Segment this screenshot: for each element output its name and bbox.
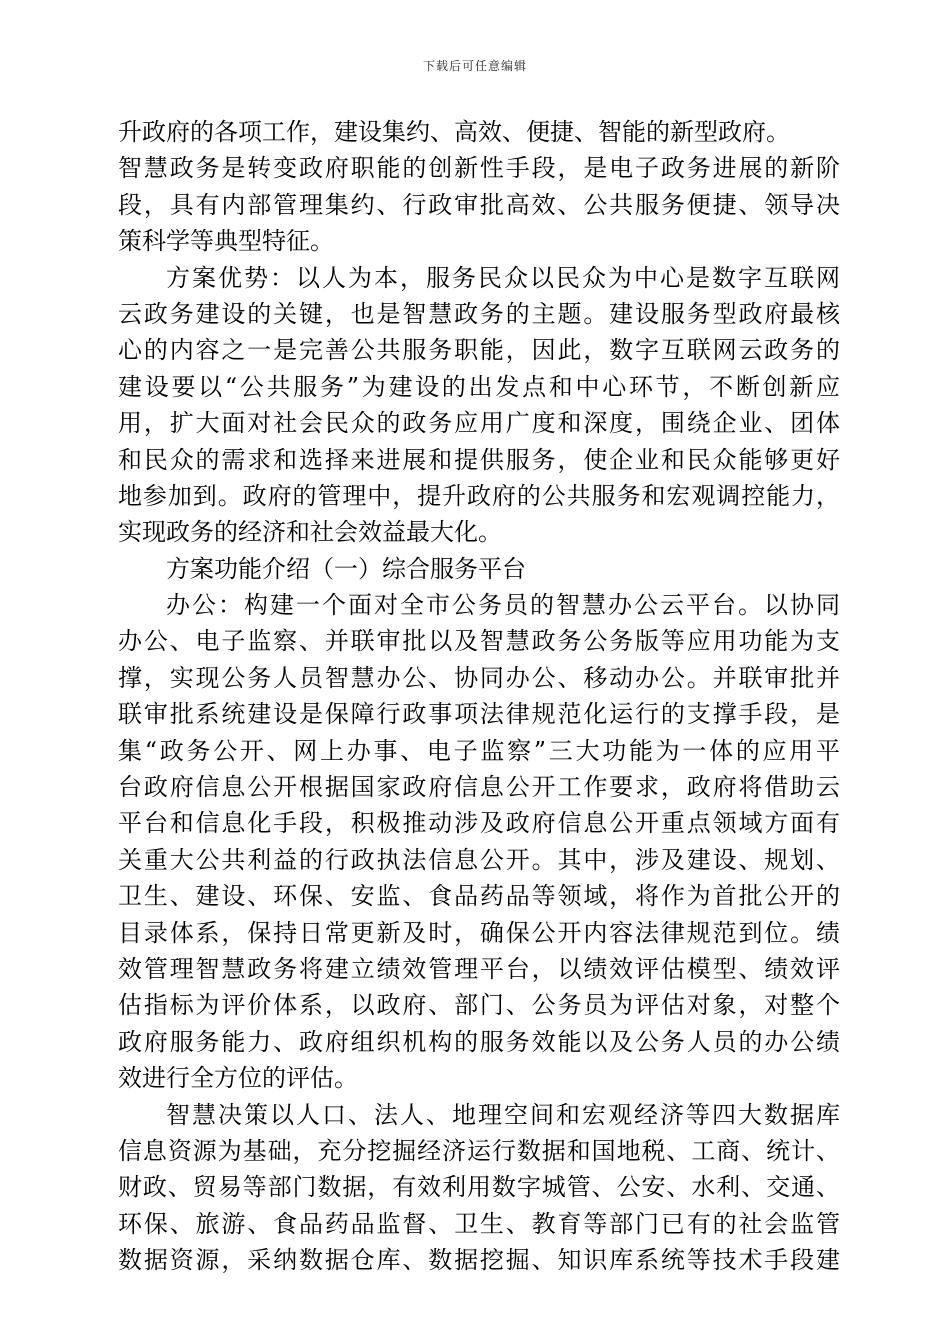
text-line: 卫生、建设、环保、安监、食品药品等领域，将作为首批公开的 — [118, 882, 840, 911]
text-line: 信息资源为基础，充分挖掘经济运行数据和国地税、工商、统计、 — [118, 1136, 840, 1165]
text-line: 用，扩大面对社会民众的政务应用广度和深度，围绕企业、团体 — [118, 409, 840, 438]
text-line: 实现政务的经济和社会效益最大化。 — [118, 518, 502, 547]
text-line: 地参加到。政府的管理中，提升政府的公共服务和宏观调控能力， — [118, 481, 840, 510]
text-line: 和民众的需求和选择来进展和提供服务，使企业和民众能够更好 — [118, 445, 840, 474]
text-line: 建设要以“公共服务”为建设的出发点和中心环节，不断创新应 — [118, 372, 840, 401]
text-line: 心的内容之一是完善公共服务职能，因此，数字互联网云政务的 — [118, 336, 840, 365]
text-line: 办公、电子监察、并联审批以及智慧政务公务版等应用功能为支 — [118, 627, 840, 656]
text-line: 政府服务能力、政府组织机构的服务效能以及公务人员的办公绩 — [118, 1027, 840, 1056]
text-line: 关重大公共利益的行政执法信息公开。其中，涉及建设、规划、 — [118, 845, 840, 874]
text-line: 财政、贸易等部门数据，有效利用数字城管、公安、水利、交通、 — [118, 1173, 840, 1202]
text-line: 智慧政务是转变政府职能的创新性手段，是电子政务进展的新阶 — [118, 154, 840, 183]
text-line: 策科学等典型特征。 — [118, 227, 334, 256]
text-line: 台政府信息公开根据国家政府信息公开工作要求，政府将借助云 — [118, 773, 840, 802]
page-header: 下载后可任意编辑 — [422, 59, 527, 73]
document-body — [118, 114, 840, 1279]
text-line: 效管理智慧政务将建立绩效管理平台，以绩效评估模型、绩效评 — [118, 954, 840, 983]
text-line: 办公：构建一个面对全市公务员的智慧办公云平台。以协同 — [166, 591, 840, 620]
text-line: 平台和信息化手段，积极推动涉及政府信息公开重点领域方面有 — [118, 809, 840, 838]
text-line: 联审批系统建设是保障行政事项法律规范化运行的支撑手段，是 — [118, 700, 840, 729]
text-line: 估指标为评价体系，以政府、部门、公务员为评估对象，对整个 — [118, 991, 840, 1020]
text-line: 效进行全方位的评估。 — [118, 1064, 358, 1093]
text-line: 集“政务公开、网上办事、电子监察”三大功能为一体的应用平 — [118, 736, 840, 765]
text-line: 数据资源，采纳数据仓库、数据挖掘、知识库系统等技术手段建 — [118, 1246, 840, 1275]
text-line: 升政府的各项工作，建设集约、高效、便捷、智能的新型政府。 — [118, 118, 790, 146]
text-line: 智慧决策以人口、法人、地理空间和宏观经济等四大数据库 — [166, 1100, 840, 1129]
text-line: 方案优势：以人为本，服务民众以民众为中心是数字互联网 — [166, 263, 840, 292]
text-line: 云政务建设的关键，也是智慧政务的主题。建设服务型政府最核 — [118, 299, 840, 328]
text-line: 环保、旅游、食品药品监督、卫生、教育等部门已有的社会监管 — [118, 1209, 840, 1238]
text-line: 撑，实现公务人员智慧办公、协同办公、移动办公。并联审批并 — [118, 663, 840, 692]
text-line: 段，具有内部管理集约、行政审批高效、公共服务便捷、领导决 — [118, 190, 840, 219]
text-line: 目录体系，保持日常更新及时，确保公开内容法律规范到位。绩 — [118, 918, 840, 947]
text-line: 方案功能介绍（一）综合服务平台 — [166, 554, 526, 583]
